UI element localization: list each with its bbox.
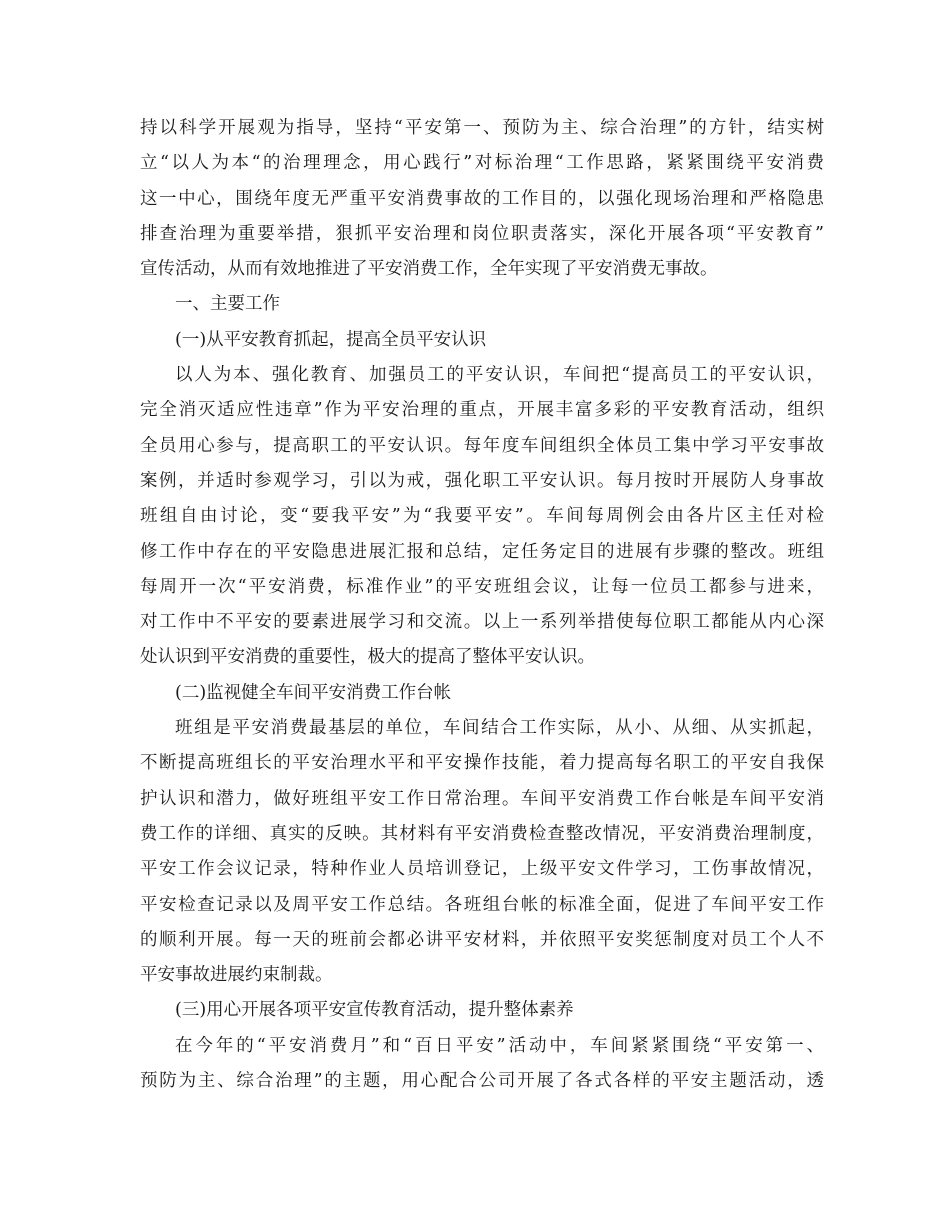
- text-line: 平安检查记录以及周平安工作总结。各班组台帐的标准全面，促进了车间平安工作: [140, 894, 824, 915]
- text-line: (三)用心开展各项平安宣传教育活动，提升整体素养: [175, 1000, 574, 1021]
- text-line: 排查治理为重要举措，狠抓平安治理和岗位职责落实，深化开展各项“平安教育”: [140, 223, 824, 244]
- text-line: 平安工作会议记录，特种作业人员培训登记，上级平安文件学习，工伤事故情况，: [140, 859, 824, 880]
- text-line: 预防为主、综合治理”的主题，用心配合公司开展了各式各样的平安主题活动，透: [140, 1071, 824, 1092]
- text-line: 班组自由讨论，变“要我平安”为“我要平安”。车间每周例会由各片区主任对检: [140, 506, 824, 527]
- document-body: [140, 111, 824, 1099]
- text-line: (一)从平安教育抓起，提高全员平安认识: [175, 329, 487, 350]
- text-line: 宣传活动，从而有效地推进了平安消费工作，全年实现了平安消费无事故。: [140, 259, 718, 280]
- text-line: 持以科学开展观为指导，坚持“平安第一、预防为主、综合治理”的方针，结实树: [140, 118, 824, 138]
- text-line: 以人为本、强化教育、加强员工的平安认识，车间把“提高员工的平安认识，: [175, 365, 824, 386]
- text-line: 在今年的“平安消费月”和“百日平安”活动中，车间紧紧围绕“平安第一、: [175, 1035, 824, 1056]
- text-line: 完全消灭适应性违章”作为平安治理的重点，开展丰富多彩的平安教育活动，组织: [140, 400, 824, 421]
- text-line: 案例，并适时参观学习，引以为戒，强化职工平安认识。每月按时开展防人身事故: [140, 470, 824, 491]
- text-line: 一、主要工作: [175, 294, 280, 315]
- text-line: 每周开一次“平安消费，标准作业”的平安班组会议，让每一位员工都参与进来，: [140, 576, 824, 597]
- text-line: 平安事故进展约束制裁。: [140, 965, 333, 986]
- text-line: 班组是平安消费最基层的单位，车间结合工作实际，从小、从细、从实抓起，: [175, 718, 824, 739]
- text-line: (二)监视健全车间平安消费工作台帐: [175, 682, 452, 703]
- text-line: 处认识到平安消费的重要性，极大的提高了整体平安认识。: [140, 647, 595, 668]
- text-line: 费工作的详细、真实的反映。其材料有平安消费检查整改情况，平安消费治理制度，: [140, 823, 824, 844]
- text-line: 修工作中存在的平安隐患进展汇报和总结，定任务定目的进展有步骤的整改。班组: [140, 541, 824, 562]
- text-line: 不断提高班组长的平安治理水平和平安操作技能，着力提高每名职工的平安自我保: [140, 753, 824, 774]
- text-line: 护认识和潜力，做好班组平安工作日常治理。车间平安消费工作台帐是车间平安消: [140, 788, 824, 809]
- text-line: 的顺利开展。每一天的班前会都必讲平安材料，并依照平安奖惩制度对员工个人不: [140, 929, 824, 950]
- text-line: 对工作中不平安的要素进展学习和交流。以上一系列举措使每位职工都能从内心深: [140, 612, 824, 633]
- text-line: 这一中心，围绕年度无严重平安消费事故的工作目的，以强化现场治理和严格隐患: [140, 188, 824, 209]
- text-line: 全员用心参与，提高职工的平安认识。每年度车间组织全体员工集中学习平安事故: [140, 435, 824, 456]
- text-line: 立“以人为本“的治理理念，用心践行”对标治理“工作思路，紧紧围绕平安消费: [140, 153, 824, 174]
